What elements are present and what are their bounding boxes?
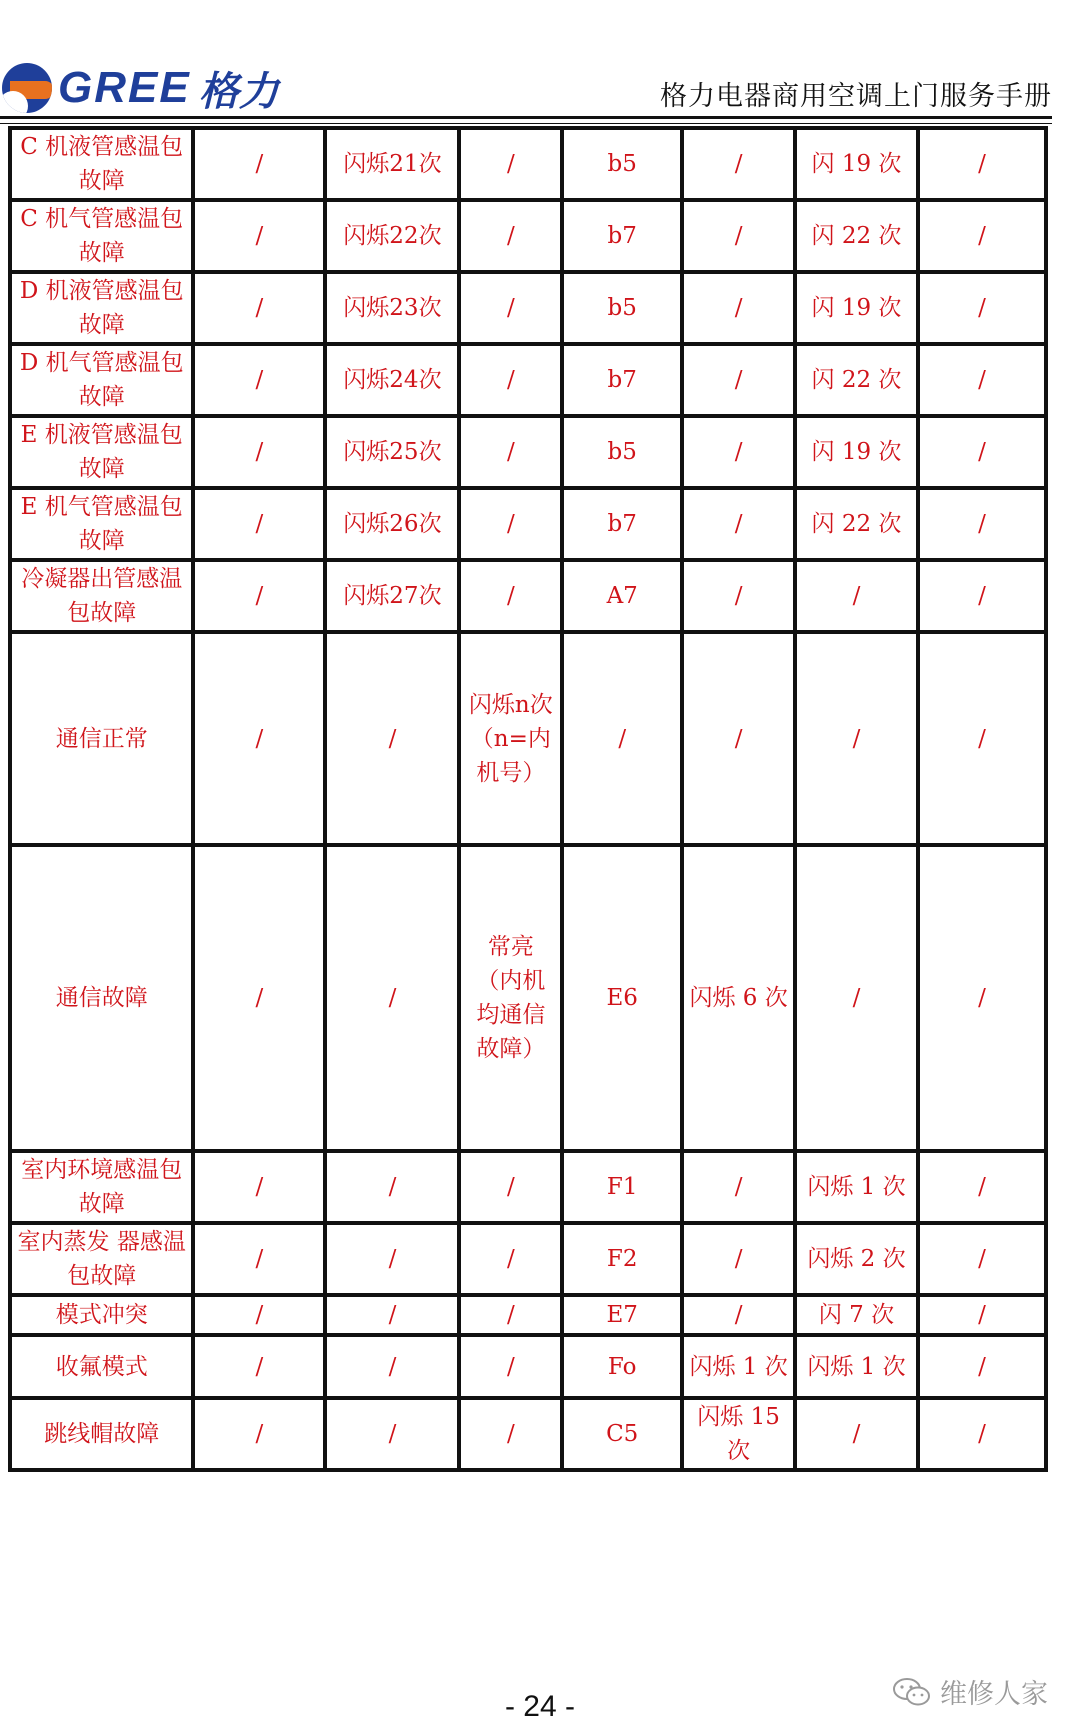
table-cell: F2 [562, 1223, 682, 1295]
table-row [10, 1398, 1046, 1470]
table-cell: E7 [562, 1295, 682, 1335]
table-cell: / [459, 1335, 562, 1398]
table-cell: / [682, 344, 795, 416]
table-row [10, 128, 1046, 200]
table-cell: / [193, 272, 325, 344]
table-cell: / [459, 128, 562, 200]
wechat-icon [892, 1676, 932, 1708]
gree-logo-icon [2, 63, 52, 113]
table-cell: / [193, 128, 325, 200]
table-cell: / [918, 1223, 1046, 1295]
page-header [0, 0, 1080, 130]
table-cell: F1 [562, 1151, 682, 1223]
fault-name-cell: E 机液管感温包故障 [10, 416, 193, 488]
table-row [10, 1295, 1046, 1335]
table-cell: / [918, 1295, 1046, 1335]
table-cell: / [918, 845, 1046, 1151]
table-cell: / [325, 1295, 459, 1335]
table-cell: / [193, 560, 325, 632]
table-cell: 闪烁 1 次 [795, 1335, 918, 1398]
fault-name-cell: 通信故障 [10, 845, 193, 1151]
table-cell: / [682, 128, 795, 200]
table-row [10, 344, 1046, 416]
table-cell: b7 [562, 200, 682, 272]
table-cell: / [459, 200, 562, 272]
table-cell: / [193, 632, 325, 845]
table-cell: b7 [562, 488, 682, 560]
table-cell: 闪 7 次 [795, 1295, 918, 1335]
gree-logo [2, 58, 279, 118]
table-cell: 闪烁22次 [325, 200, 459, 272]
table-cell: / [459, 1223, 562, 1295]
header-rule-thin [0, 123, 1052, 124]
table-row [10, 200, 1046, 272]
brand-name-en: GREE [58, 63, 191, 112]
table-cell: / [918, 200, 1046, 272]
fault-name-cell: 模式冲突 [10, 1295, 193, 1335]
table-cell: / [918, 1335, 1046, 1398]
table-cell: / [682, 1151, 795, 1223]
table-cell: / [562, 632, 682, 845]
fault-name-cell: 室内蒸发 器感温包故障 [10, 1223, 193, 1295]
table-cell: / [193, 1223, 325, 1295]
fault-name-cell: 通信正常 [10, 632, 193, 845]
table-cell: 闪烁23次 [325, 272, 459, 344]
table-cell: / [193, 200, 325, 272]
table-cell: / [795, 632, 918, 845]
table-cell: / [193, 1295, 325, 1335]
table-cell: b5 [562, 272, 682, 344]
table-cell: b5 [562, 128, 682, 200]
table-cell: / [193, 845, 325, 1151]
table-cell: 闪烁 2 次 [795, 1223, 918, 1295]
table-cell: / [193, 416, 325, 488]
fault-name-cell: C 机气管感温包故障 [10, 200, 193, 272]
page-number: - 24 - [504, 1690, 576, 1723]
watermark [892, 1672, 1048, 1711]
table-cell: b7 [562, 344, 682, 416]
fault-name-cell: E 机气管感温包故障 [10, 488, 193, 560]
table-cell: / [193, 344, 325, 416]
table-cell: / [459, 416, 562, 488]
table-cell: 闪 22 次 [795, 344, 918, 416]
fault-name-cell: D 机气管感温包故障 [10, 344, 193, 416]
table-cell: / [918, 416, 1046, 488]
fault-name-cell: 跳线帽故障 [10, 1398, 193, 1470]
table-cell: / [325, 632, 459, 845]
fault-name-cell: 收氟模式 [10, 1335, 193, 1398]
brand-name-cn: 格力 [198, 67, 279, 115]
table-cell: / [682, 560, 795, 632]
table-cell: / [918, 344, 1046, 416]
table-cell: / [795, 560, 918, 632]
document-title: 格力电器商用空调上门服务手册 [660, 81, 1052, 112]
table-row [10, 416, 1046, 488]
table-cell: / [795, 1398, 918, 1470]
table-cell: / [682, 416, 795, 488]
table-cell: 闪烁n次（n=内机号） [459, 632, 562, 845]
table-row [10, 272, 1046, 344]
table-cell: C5 [562, 1398, 682, 1470]
table-cell: 常亮（内机均通信故障） [459, 845, 562, 1151]
table-cell: / [325, 1223, 459, 1295]
table-cell: 闪 19 次 [795, 272, 918, 344]
table-cell: / [682, 488, 795, 560]
table-cell: / [918, 272, 1046, 344]
table-cell: 闪烁24次 [325, 344, 459, 416]
table-cell: A7 [562, 560, 682, 632]
fault-code-table [8, 126, 1048, 1472]
table-cell: 闪烁27次 [325, 560, 459, 632]
table-cell: / [193, 1151, 325, 1223]
table-cell: / [682, 272, 795, 344]
table-cell: 闪烁25次 [325, 416, 459, 488]
table-cell: / [459, 272, 562, 344]
table-cell: 闪 22 次 [795, 488, 918, 560]
table-cell: / [459, 560, 562, 632]
table-cell: 闪烁21次 [325, 128, 459, 200]
table-cell: 闪 19 次 [795, 128, 918, 200]
table-cell: / [193, 1335, 325, 1398]
watermark-text: 维修人家 [940, 1679, 1048, 1710]
table-cell: / [459, 1151, 562, 1223]
table-cell: 闪 22 次 [795, 200, 918, 272]
table-cell: 闪烁26次 [325, 488, 459, 560]
table-cell: / [325, 1151, 459, 1223]
table-cell: / [682, 632, 795, 845]
fault-name-cell: 室内环境感温包故障 [10, 1151, 193, 1223]
table-cell: / [459, 488, 562, 560]
table-cell: / [918, 560, 1046, 632]
table-cell: / [918, 632, 1046, 845]
table-cell: 闪烁 6 次 [682, 845, 795, 1151]
table-cell: b5 [562, 416, 682, 488]
table-cell: Fo [562, 1335, 682, 1398]
table-cell: / [682, 1223, 795, 1295]
table-row [10, 488, 1046, 560]
table-row [10, 1151, 1046, 1223]
table-cell: / [193, 488, 325, 560]
table-cell: / [918, 1151, 1046, 1223]
table-cell: / [682, 1295, 795, 1335]
table-cell: / [325, 845, 459, 1151]
table-cell: / [795, 845, 918, 1151]
table-cell: 闪 19 次 [795, 416, 918, 488]
table-cell: 闪烁 1 次 [682, 1335, 795, 1398]
table-cell: 闪烁 15 次 [682, 1398, 795, 1470]
table-cell: / [193, 1398, 325, 1470]
fault-name-cell: 冷凝器出管感温包故障 [10, 560, 193, 632]
table-cell: E6 [562, 845, 682, 1151]
table-row [10, 632, 1046, 845]
table-cell: / [459, 344, 562, 416]
table-cell: / [325, 1398, 459, 1470]
table-row [10, 845, 1046, 1151]
table-row [10, 560, 1046, 632]
table-cell: / [918, 128, 1046, 200]
table-cell: / [459, 1398, 562, 1470]
fault-name-cell: D 机液管感温包故障 [10, 272, 193, 344]
table-cell: / [918, 1398, 1046, 1470]
fault-name-cell: C 机液管感温包故障 [10, 128, 193, 200]
header-rule [0, 116, 1052, 119]
table-cell: / [459, 1295, 562, 1335]
table-row [10, 1335, 1046, 1398]
table-cell: / [918, 488, 1046, 560]
table-cell: 闪烁 1 次 [795, 1151, 918, 1223]
table-cell: / [325, 1335, 459, 1398]
table-cell: / [682, 200, 795, 272]
table-row [10, 1223, 1046, 1295]
